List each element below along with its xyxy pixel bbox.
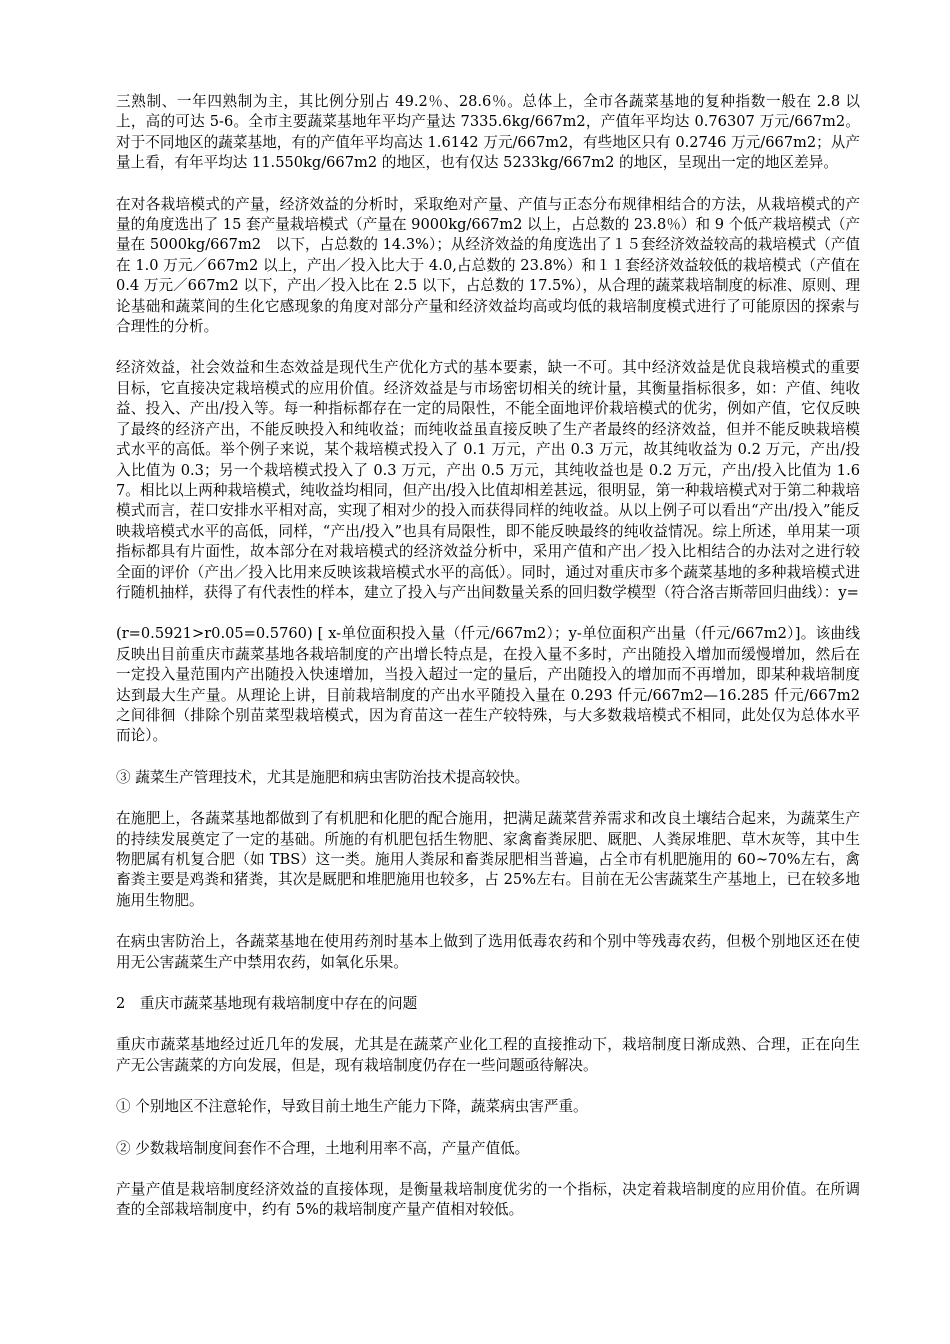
paragraph-pest-control: 在病虫害防治上，各蔬菜基地在使用药剂时基本上做到了选用低毒农药和个别中等残毒农药，但极个别地区还在使用无公害蔬菜生产中禁用农药，如氧化乐果。 xyxy=(116,933,860,971)
list-item-intercropping: ② 少数栽培制度间套作不合理，土地利用率不高，产量产值低。 xyxy=(116,1139,530,1157)
paragraph-yield-value: 产量产值是栽培制度经济效益的直接体现，是衡量栽培制度优劣的一个指标，决定着栽培制度的应用价值。在所调查的全部栽培制度中，约有 5%的栽培制度产量产值相对较低。 xyxy=(116,1181,860,1219)
paragraph-cropping-index: 三熟制、一年四熟制为主，其比例分别占 49.2％、28.6％。总体上，全市各蔬菜基地的复种指数一般在 2.8 以上，高的可达 5-6。全市主要蔬菜基地年平均产量达 7335.6kg/667m2，产值年平均达 0.76307 万元/667m2。对于不同地区的蔬菜基地，有的产值年平均高达 1.6142 万元/667m2，有些地区只有 0.2746 万元/667m2；从产量上看，有年平均达 11.550kg/667m2 的地区，也有仅达 5233kg/667m2 的地区，呈现出一定的地区差异。 xyxy=(116,93,860,172)
paragraph-economic-benefit: 经济效益，社会效益和生态效益是现代生产优化方式的基本要素，缺一不可。其中经济效益是优良栽培模式的重要目标，它直接决定栽培模式的应用价值。经济效益是与市场密切相关的统计量，其衡量指标很多，如：产值、纯收益、投入、产出/投入等。每一种指标都存在一定的局限性，不能全面地评价栽培模式的优劣，例如产值，它仅反映了最终的经济产出，不能反映投入和纯收益；而纯收益虽直接反映了生产者最终的经济效益，但并不能反映栽培模式水平的高低。举个例子来说，某个栽培模式投入了 0.1 万元，产出 0.3 万元，故其纯收益为 0.2 万元，产出/投入比值为 0.3；另一个栽培模式投入了 0.3 万元，产出 0.5 万元，其纯收益也是 0.2 万元，产出/投入比值为 1.67。相比以上两种栽培模式，纯收益均相同，但产出/投入比值却相差甚远，很明显，第一种栽培模式对于第二种栽培模式而言，茬口安排水平相对高，实现了相对少的投入而获得同样的纯收益。从以上例子可以看出“产出/投入”能反映栽培模式水平的高低，同样，“产出/投入”也具有局限性，即不能反映最终的纯收益情况。综上所述，单用某一项指标都具有片面性，故本部分在对栽培模式的经济效益分析中，采用产值和产出／投入比相结合的办法对之进行较全面的评价（产出／投入比用来反映该栽培模式水平的高低）。同时，通过对重庆市多个蔬菜基地的多种栽培模式进行随机抽样，获得了有代表性的样本，建立了投入与产出间数量关系的回归数学模型（符合洛吉斯蒂回归曲线）：y= xyxy=(116,359,860,601)
list-item-rotation: ① 个别地区不注意轮作，导致目前土地生产能力下降，蔬菜病虫害严重。 xyxy=(116,1098,588,1116)
paragraph-regression-model: (r=0.5921>r0.05=0.5760) [ x-单位面积投入量（仟元/667m2）；y-单位面积产出量（仟元/667m2）]。该曲线反映出目前重庆市蔬菜基地各栽培制度的产出增长特点是，在投入量不多时，产出随投入增加而缓慢增加，然后在一定投入量范围内产出随投入快速增加，当投入超过一定的量后，产出随投入的增加而不再增加，即某种栽培制度达到最大生产量。从理论上讲，目前栽培制度的产出水平随投入量在 0.293 仟元/667m2—16.285 仟元/667m2 之间徘徊（排除个别苗菜型栽培模式，因为育苗这一茬生产较特殊，与大多数栽培模式不相同，此处仅为总体水平而论）。 xyxy=(116,625,860,745)
section-heading-problems: 2 重庆市蔬菜基地现有栽培制度中存在的问题 xyxy=(116,995,418,1013)
paragraph-management-tech: ③ 蔬菜生产管理技术，尤其是施肥和病虫害防治技术提高较快。 xyxy=(116,768,530,786)
paragraph-problems-intro: 重庆市蔬菜基地经过近几年的发展，尤其是在蔬菜产业化工程的直接推动下，栽培制度日渐成熟、合理，正在向生产无公害蔬菜的方向发展，但是，现有栽培制度仍存在一些问题亟待解决。 xyxy=(116,1036,860,1074)
document-page xyxy=(116,92,860,1241)
paragraph-yield-analysis: 在对各栽培模式的产量，经济效益的分析时，采取绝对产量、产值与正态分布规律相结合的方法，从栽培模式的产量的角度选出了 15 套产量栽培模式（产量在 9000kg/667m2 以上，占总数的 23.8％）和 9 个低产栽培模式（产量在 5000kg/667m2 以下，占总数的 14.3%）；从经济效益的角度选出了１５套经济效益较高的栽培模式（产值在 1.0 万元／667m2 以上，产出／投入比大于 4.0,占总数的 23.8%）和１１套经济效益较低的栽培模式（产值在 0.4 万元／667m2 以下，产出／投入比在 2.5 以下，占总数的 17.5%），从合理的蔬菜栽培制度的标准、原则、理论基础和蔬菜间的生化它感现象的角度对部分产量和经济效益均高或均低的栽培制度模式进行了可能原因的探索与合理性的分析。 xyxy=(116,195,861,336)
paragraph-fertilization: 在施肥上，各蔬菜基地都做到了有机肥和化肥的配合施用，把满足蔬菜营养需求和改良土壤结合起来，为蔬菜生产的持续发展奠定了一定的基础。所施的有机肥包括生物肥、家禽畜粪尿肥、厩肥、人粪尿堆肥、草木灰等，其中生物肥属有机复合肥（如 TBS）这一类。施用人粪尿和畜粪尿肥相当普遍，占全市有机肥施用的 60~70%左右，禽畜粪主要是鸡粪和猪粪，其次是厩肥和堆肥施用也较多，占 25%左右。目前在无公害蔬菜生产基地上，已在较多地施用生物肥。 xyxy=(116,810,860,909)
